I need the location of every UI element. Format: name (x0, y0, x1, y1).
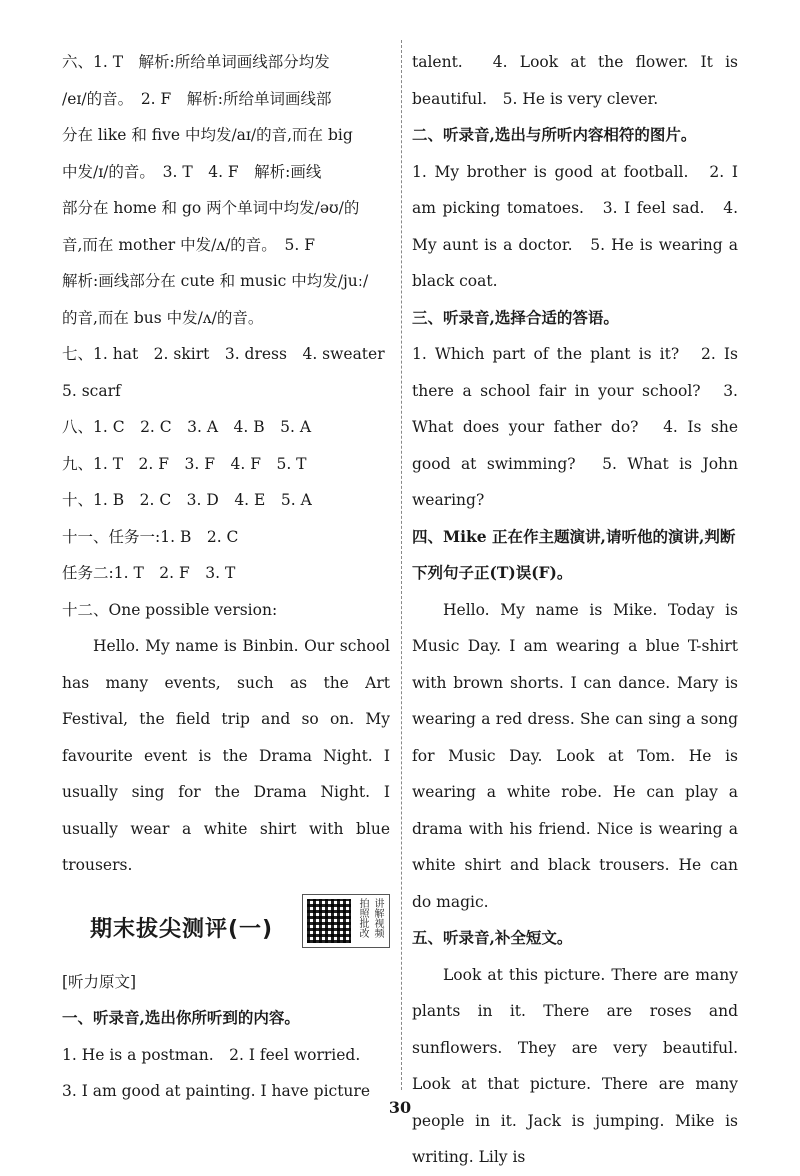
answer-line: 部分在 home 和 go 两个单词中均发/əʊ/的 (62, 199, 360, 217)
sample-essay: Hello. My name is Binbin. Our school has many events, such as the Art Festival, the field trip and so on. My favourite event is the Drama Night. I usually sing for the Drama Night. I usually wear a white shirt with blue trousers. (62, 637, 390, 874)
answer-line: 的音,而在 bus 中发/ʌ/的音。 (62, 308, 264, 327)
answer-line: 分在 like 和 five 中均发/aɪ/的音,而在 big (62, 126, 353, 144)
section-title: 期末拔尖测评(一) (90, 916, 274, 942)
part4-body: Hello. My name is Mike. Today is Music Day. I am wearing a blue T-shirt with brown shorts. I can dance. Mary is wearing a red dress. She can sing a song for Music Day. Look at Tom. He is wearing a white robe. He can play a drama with his friend. Nice is wearing a white shirt and black trousers. He can do magic. (412, 600, 738, 911)
column-divider (401, 40, 402, 1090)
answer-line: 音,而在 mother 中发/ʌ/的音。 5. F (62, 235, 316, 254)
answer-line: 解析:画线部分在 cute 和 music 中均发/juː/ (62, 272, 369, 290)
part2-body: 1. My brother is good at football. 2. I am picking tomatoes. 3. I feel sad. 4. My aunt is a doctor. 5. He is wearing a black coat. (412, 162, 738, 290)
right-column (412, 44, 738, 1176)
part3-body: 1. Which part of the plant is it? 2. Is there a school fair in your school? 3. What does your father do? 4. Is she good at swimming? 5. What is John wearing? (412, 345, 738, 509)
part5-body: Look at this picture. There are many plants in it. There are roses and sunflowers. They are very beautiful. Look at that picture. There are many people in it. Jack is jumping. Mike is writing. Lily is (412, 965, 738, 1166)
answer-line: 六、1. T 解析:所给单词画线部分均发 (62, 53, 330, 71)
section-title-block (62, 890, 390, 964)
answer-line: /eɪ/的音。 2. F 解析:所给单词画线部 (62, 89, 332, 108)
part1-line: 1. He is a postman. 2. I feel worried. (62, 1045, 361, 1064)
answer-twelve: 十二、One possible version: (62, 600, 278, 619)
answer-eight: 八、1. C 2. C 3. A 4. B 5. A (62, 418, 312, 436)
part3-header: 三、听录音,选择合适的答语。 (412, 307, 619, 327)
part1-continuation: talent. 4. Look at the flower. It is beautiful. 5. He is very clever. (412, 53, 738, 108)
answer-ten: 十、1. B 2. C 3. D 4. E 5. A (62, 491, 312, 509)
answer-nine: 九、1. T 2. F 3. F 4. F 5. T (62, 454, 307, 473)
part5-header: 五、听录音,补全短文。 (412, 928, 573, 947)
answer-line: 中发/ɪ/的音。 3. T 4. F 解析:画线 (62, 162, 322, 181)
listening-script-header: [听力原文] (62, 972, 137, 991)
page-number: 30 (388, 1098, 412, 1117)
answer-eleven-task2: 任务二:1. T 2. F 3. T (62, 564, 236, 582)
part4-header: 四、Mike 正在作主题演讲,请听他的演讲,判断下列句子正(T)误(F)。 (412, 526, 736, 582)
qr-code-icon (307, 899, 351, 943)
left-column (62, 44, 390, 1110)
answer-seven: 七、1. hat 2. skirt 3. dress 4. sweater (62, 345, 385, 363)
part2-header: 二、听录音,选出与所听内容相符的图片。 (412, 125, 697, 144)
qr-caption: 讲解视频 拍照批改 (357, 897, 383, 938)
part1-header: 一、听录音,选出你所听到的内容。 (62, 1008, 300, 1027)
answer-seven-cont: 5. scarf (62, 381, 121, 400)
part1-line: 3. I am good at painting. I have picture (62, 1082, 370, 1100)
qr-code-box[interactable] (302, 894, 390, 948)
answer-eleven-task1: 十一、任务一:1. B 2. C (62, 527, 239, 546)
